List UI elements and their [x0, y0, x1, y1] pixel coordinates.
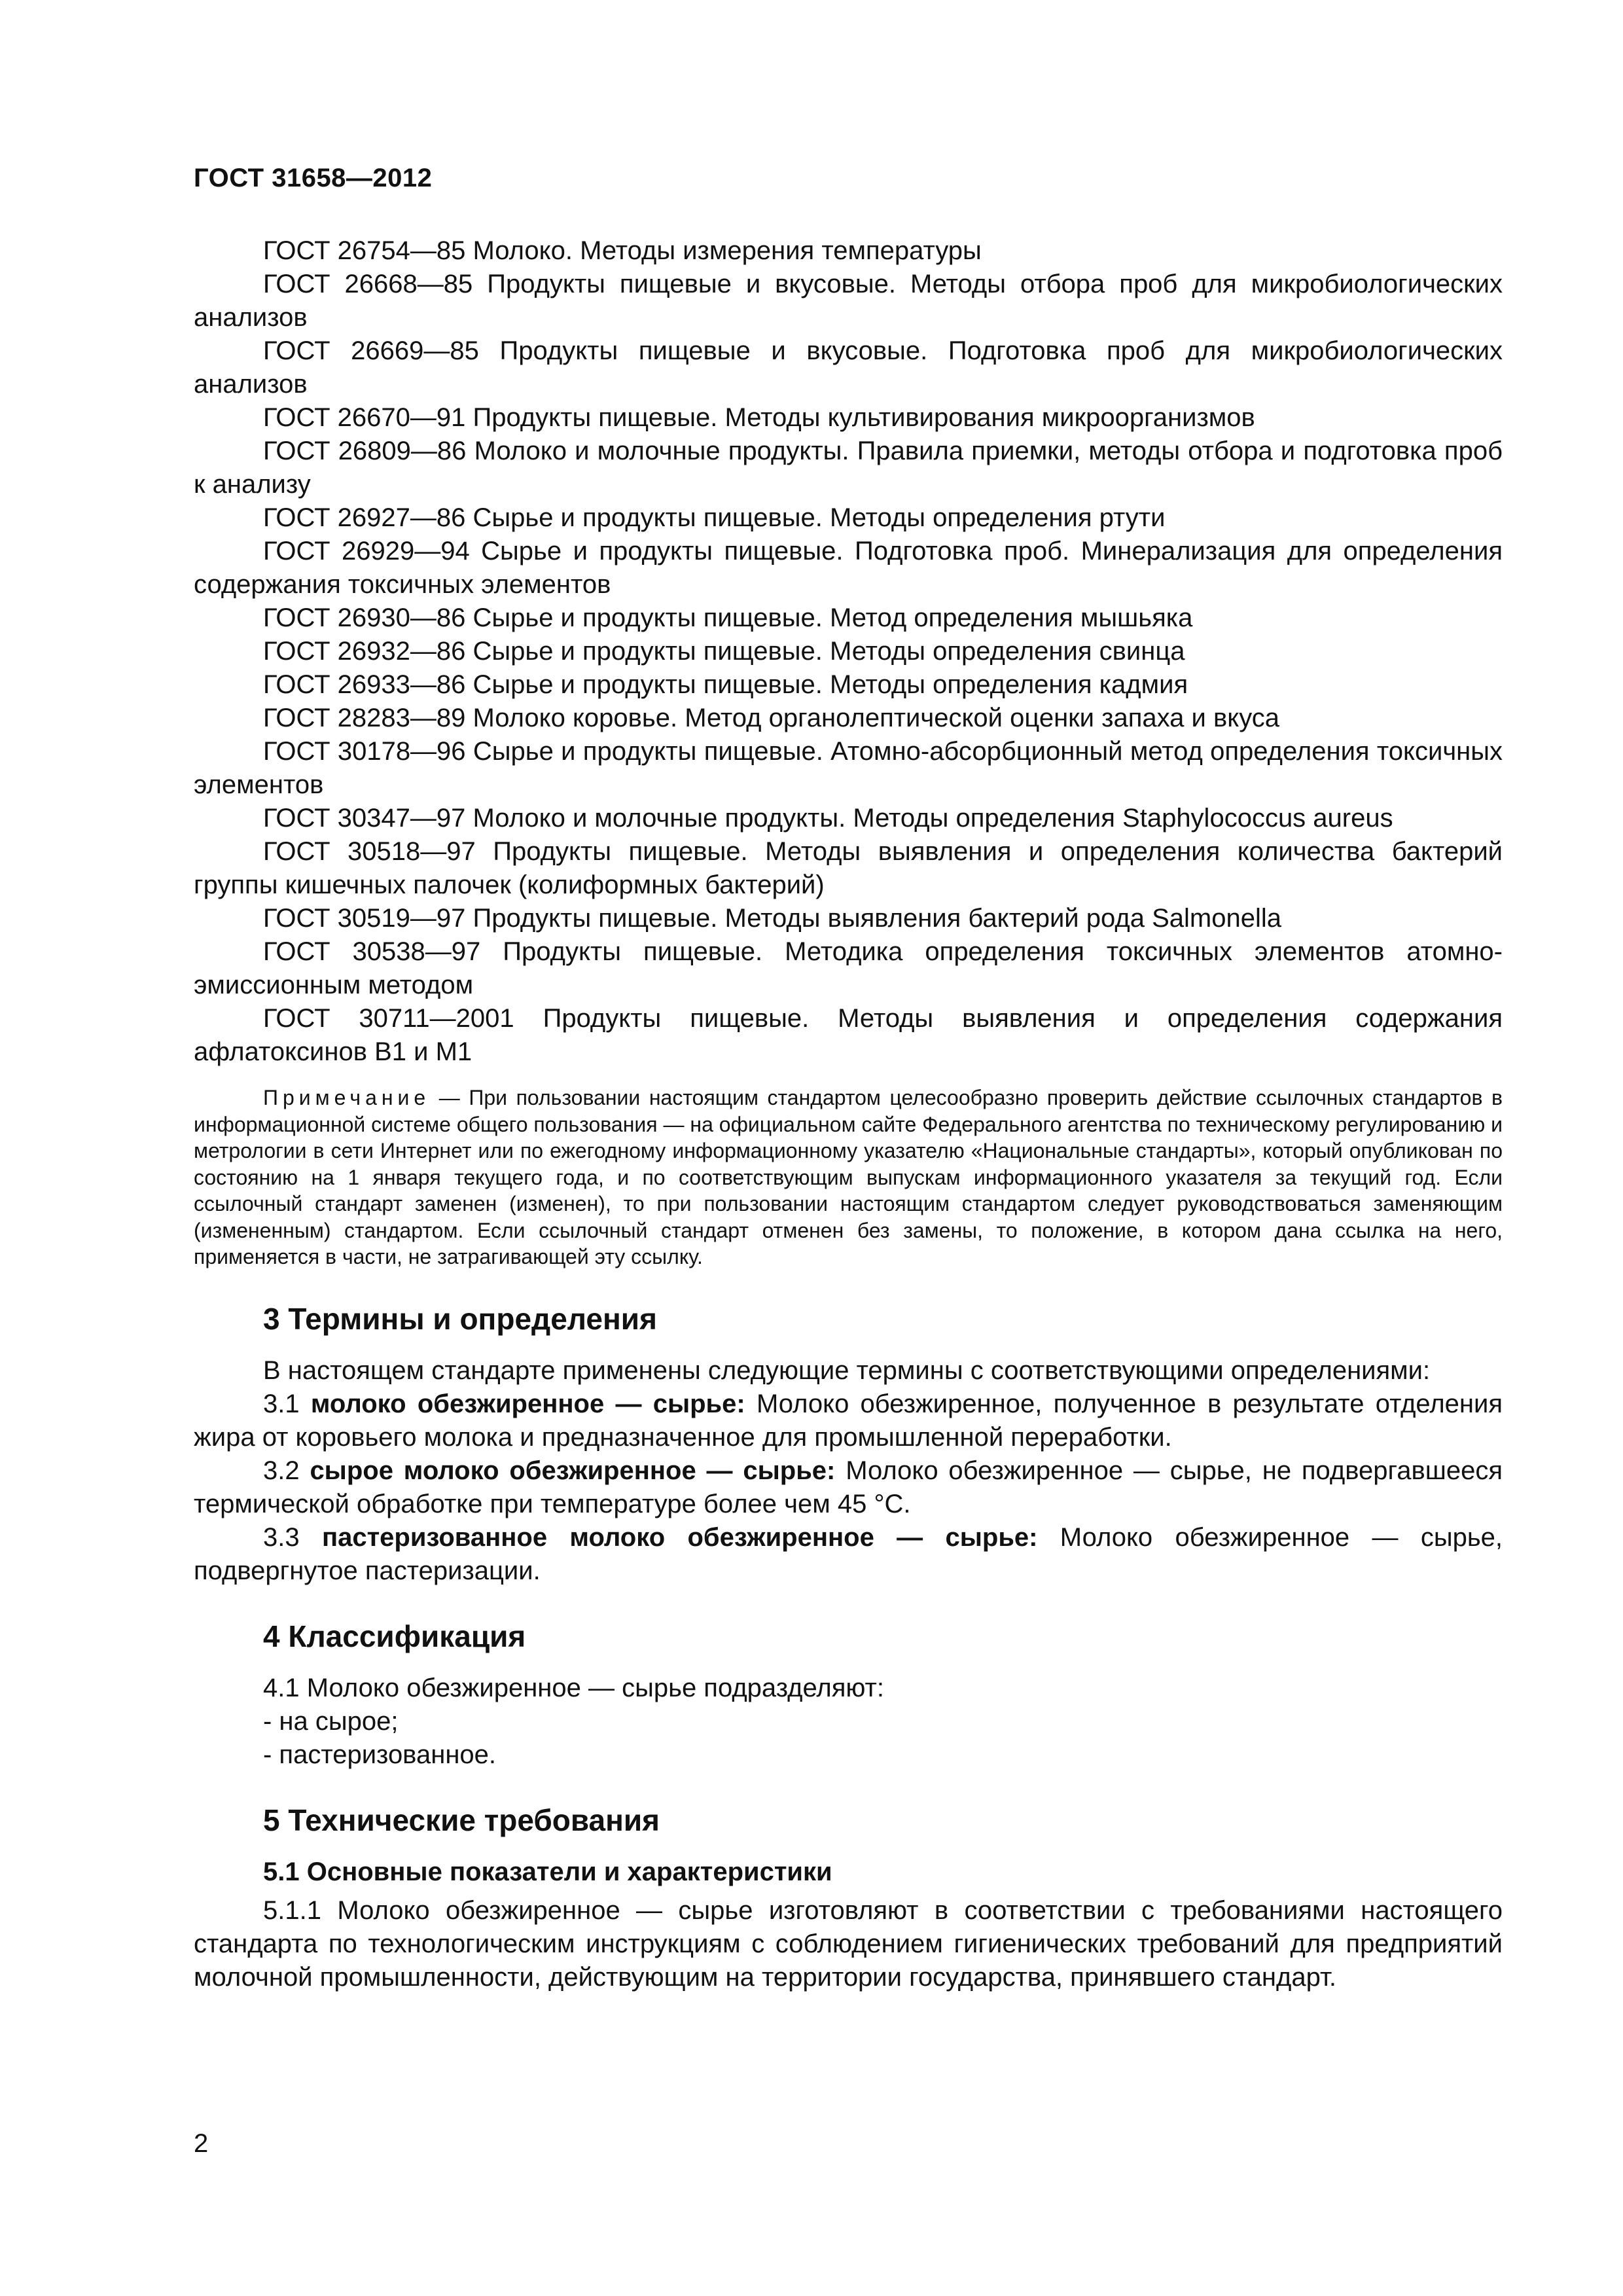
section-3-intro: В настоящем стандарте применены следующие термины с соответствующими определениями:: [263, 1355, 1431, 1385]
reference-item: ГОСТ 26809—86 Молоко и молочные продукты. Правила приемки, методы отбора и подготовка проб к анализу: [194, 437, 1503, 499]
reference-item: ГОСТ 26669—85 Продукты пищевые и вкусовые. Подготовка проб для микробиологических анализов: [194, 336, 1503, 399]
term-name: сырое молоко обезжиренное — сырье:: [310, 1456, 836, 1485]
section-3-heading: 3 Термины и определения: [263, 1301, 657, 1336]
term-definition: [194, 1388, 1503, 1454]
standard-header: ГОСТ 31658—2012: [194, 164, 433, 192]
note-dash: —: [430, 1086, 469, 1109]
reference-item: ГОСТ 26930—86 Сырье и продукты пищевые. Метод определения мышьяка: [263, 603, 1193, 632]
subsection-5-1-heading: 5.1 Основные показатели и характеристики: [263, 1857, 832, 1886]
term-text: Молоко обезжиренное, полученное в результате отделения жира от коровьего молока и предназначенное для промышленной переработки.: [194, 1389, 1503, 1452]
term-definition: [194, 1521, 1503, 1588]
term-number: 3.1: [263, 1389, 311, 1418]
reference-item: ГОСТ 26927—86 Сырье и продукты пищевые. Методы определения ртути: [263, 503, 1166, 532]
section-5-heading: 5 Технические требования: [263, 1803, 660, 1837]
term-name: пастеризованное молоко обезжиренное — сырье:: [321, 1522, 1038, 1552]
reference-item: ГОСТ 30518—97 Продукты пищевые. Методы выявления и определения количества бактерий группы кишечных палочек (колиформных бактерий): [194, 837, 1503, 899]
term-name: молоко обезжиренное — сырье:: [310, 1389, 745, 1418]
list-item: - пастеризованное.: [263, 1740, 497, 1769]
term-number: 3.2: [263, 1456, 310, 1485]
references-list: [194, 234, 1503, 1069]
reference-item: ГОСТ 30538—97 Продукты пищевые. Методика определения токсичных элементов атомно-эмиссионным методом: [194, 937, 1503, 999]
section-4-heading: 4 Классификация: [263, 1619, 526, 1653]
reference-item: ГОСТ 26933—86 Сырье и продукты пищевые. Методы определения кадмия: [263, 670, 1188, 699]
term-text: Молоко обезжиренное — сырье, подвергнутое пастеризации.: [194, 1522, 1503, 1585]
document-page: [194, 0, 1503, 2296]
note-label: Примечание: [263, 1086, 431, 1109]
page-number: 2: [194, 2129, 209, 2158]
document-body: [194, 234, 1503, 1994]
reference-item: ГОСТ 26754—85 Молоко. Методы измерения температуры: [263, 236, 982, 265]
note-paragraph: [194, 1085, 1503, 1270]
reference-item: ГОСТ 28283—89 Молоко коровье. Метод органолептической оценки запаха и вкуса: [263, 704, 1279, 732]
reference-item: ГОСТ 26670—91 Продукты пищевые. Методы культивирования микроорганизмов: [263, 403, 1255, 432]
term-definition: [194, 1454, 1503, 1521]
section-4-intro: 4.1 Молоко обезжиренное — сырье подразделяют:: [263, 1673, 884, 1702]
reference-item: ГОСТ 26929—94 Сырье и продукты пищевые. Подготовка проб. Минерализация для определения содержания токсичных элементов: [194, 537, 1503, 599]
term-text: Молоко обезжиренное — сырье, не подвергавшееся термической обработке при температуре более чем 45 °С.: [194, 1456, 1503, 1518]
reference-item: ГОСТ 26932—86 Сырье и продукты пищевые. Методы определения свинца: [263, 637, 1185, 666]
list-item: - на сырое;: [263, 1706, 399, 1736]
reference-item: ГОСТ 26668—85 Продукты пищевые и вкусовые. Методы отбора проб для микробиологических анализов: [194, 270, 1503, 332]
term-number: 3.3: [263, 1522, 322, 1552]
note-text: При пользовании настоящим стандартом целесообразно проверить действие ссылочных стандартов в информационной системе общего пользования — на официальном сайте Федерального агентства по техническому регулированию и метрологии в сети Интернет или по ежегодному информационному указателю «Национальные стандарты», который опубликован по состоянию на 1 января текущего года, и по соответствующим выпускам информационного указателя за текущий год. Если ссылочный стандарт заменен (изменен), то при пользовании настоящим стандартом следует руководствоваться заменяющим (измененным) стандартом. Если ссылочный стандарт отменен без замены, то положение, в котором дана ссылка на него, применяется в части, не затрагивающей эту ссылку.: [194, 1086, 1503, 1268]
reference-item: ГОСТ 30347—97 Молоко и молочные продукты. Методы определения Staphylococcus aureus: [263, 804, 1393, 833]
reference-item: ГОСТ 30178—96 Сырье и продукты пищевые. Атомно-абсорбционный метод определения токсичных элементов: [194, 737, 1503, 799]
reference-item: ГОСТ 30711—2001 Продукты пищевые. Методы выявления и определения содержания афлатоксинов В1 и М1: [194, 1004, 1503, 1066]
paragraph-5-1-1: 5.1.1 Молоко обезжиренное — сырье изготовляют в соответствии с требованиями настоящего стандарта по технологическим инструкциям с соблюдением гигиенических требований для предприятий молочной промышленности, действующим на территории государства, принявшего стандарт.: [194, 1895, 1503, 1992]
reference-item: ГОСТ 30519—97 Продукты пищевые. Методы выявления бактерий рода Salmonella: [263, 904, 1281, 933]
